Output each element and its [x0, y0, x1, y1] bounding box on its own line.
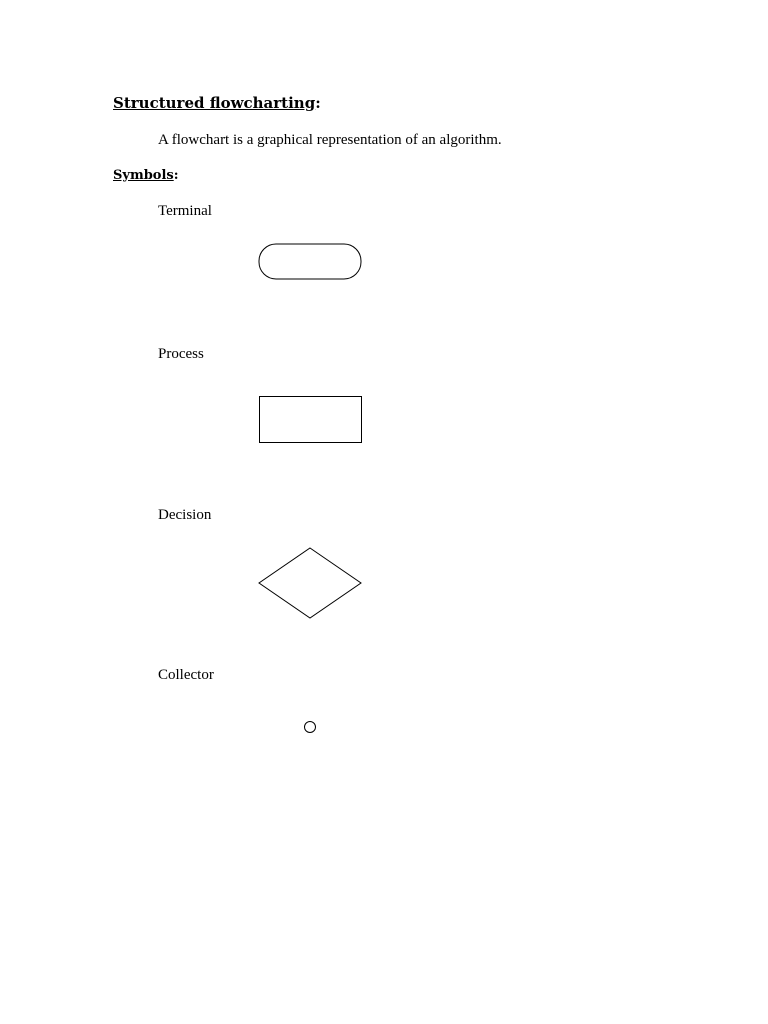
document-title-text: Structured flowcharting [113, 94, 316, 112]
decision-symbol [258, 547, 364, 621]
symbols-heading-colon: : [173, 168, 179, 183]
symbols-heading [113, 168, 179, 183]
symbol-label-collector: Collector [158, 667, 214, 683]
collector-symbol [302, 719, 318, 735]
symbol-label-terminal: Terminal [158, 203, 212, 219]
document-title [113, 94, 321, 112]
intro-text: A flowchart is a graphical representation of an algorithm. [158, 132, 502, 148]
symbols-heading-text: Symbols [113, 168, 174, 183]
symbol-label-decision: Decision [158, 507, 212, 523]
terminal-symbol [258, 243, 364, 281]
symbol-label-process: Process [158, 346, 204, 362]
process-symbol [258, 395, 364, 445]
document-title-colon: : [315, 94, 321, 112]
